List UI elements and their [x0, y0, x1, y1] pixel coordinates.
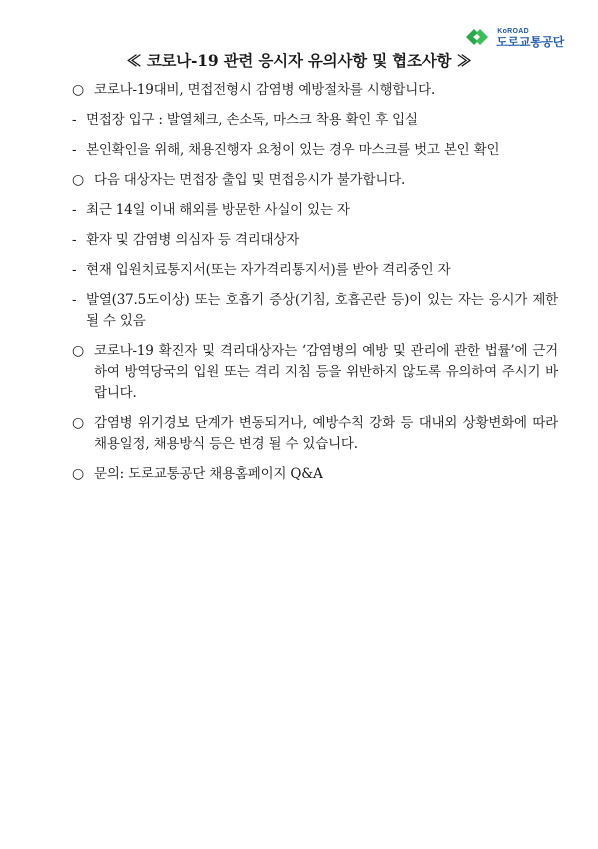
dash-bullet-icon: - — [72, 202, 77, 218]
logo-english-text: KoROAD — [497, 28, 529, 35]
list-item-text: 현재 입원치료통지서(또는 자가격리통지서)를 받아 격리중인 자 — [86, 262, 451, 278]
logo-korean-text: 도로교통공단 — [496, 35, 564, 49]
list-item-text: 코로나-19대비, 면접전형시 감염병 예방절차를 시행합니다. — [94, 82, 436, 98]
dash-bullet-icon: - — [72, 142, 77, 158]
list-item — [72, 464, 558, 485]
dash-bullet-icon: - — [72, 262, 77, 278]
notice-list — [72, 80, 558, 494]
dash-bullet-icon: - — [72, 232, 77, 248]
dash-bullet-icon: - — [72, 112, 77, 128]
list-item-text: 발열(37.5도이상) 또는 호흡기 증상(기침, 호흡곤란 등)이 있는 자는 응시가 제한될 수 있음 — [86, 292, 558, 329]
list-item-text: 면접장 입구 : 발열체크, 손소독, 마스크 착용 확인 후 입실 — [86, 112, 418, 128]
circle-bullet-icon: ○ — [72, 343, 85, 359]
korail-logo — [464, 26, 564, 48]
circle-bullet-icon: ○ — [72, 82, 85, 98]
list-item-text: 감염병 위기경보 단계가 변동되거나, 예방수칙 강화 등 대내외 상황변화에 따라 채용일정, 채용방식 등은 변경 될 수 있습니다. — [94, 415, 558, 452]
list-item — [72, 80, 558, 101]
logo-mark-icon — [464, 26, 494, 48]
page-title: ≪ 코로나-19 관련 응시자 유의사항 및 협조사항 ≫ — [126, 51, 472, 70]
circle-bullet-icon: ○ — [72, 172, 85, 188]
list-item — [72, 230, 558, 251]
list-item-text: 문의: 도로교통공단 채용홈페이지 Q&A — [94, 466, 323, 482]
dash-bullet-icon: - — [72, 292, 77, 308]
circle-bullet-icon: ○ — [72, 415, 85, 431]
list-item — [72, 290, 558, 332]
list-item-text: 다음 대상자는 면접장 출입 및 면접응시가 불가합니다. — [94, 172, 406, 188]
circle-bullet-icon: ○ — [72, 466, 85, 482]
list-item — [72, 200, 558, 221]
list-item — [72, 260, 558, 281]
list-item-text: 환자 및 감염병 의심자 등 격리대상자 — [86, 232, 300, 248]
list-item — [72, 413, 558, 455]
list-item — [72, 140, 558, 161]
list-item — [72, 110, 558, 131]
list-item — [72, 170, 558, 191]
list-item-text: 본인확인을 위해, 채용진행자 요청이 있는 경우 마스크를 벗고 본인 확인 — [86, 142, 500, 158]
list-item-text: 코로나-19 확진자 및 격리대상자는 ‘감염병의 예방 및 관리에 관한 법률’에 근거하여 방역당국의 입원 또는 격리 지침 등을 위반하지 않도록 유의하여 주시기 바랍니다. — [94, 343, 558, 401]
list-item — [72, 341, 558, 404]
list-item-text: 최근 14일 이내 해외를 방문한 사실이 있는 자 — [86, 202, 350, 218]
